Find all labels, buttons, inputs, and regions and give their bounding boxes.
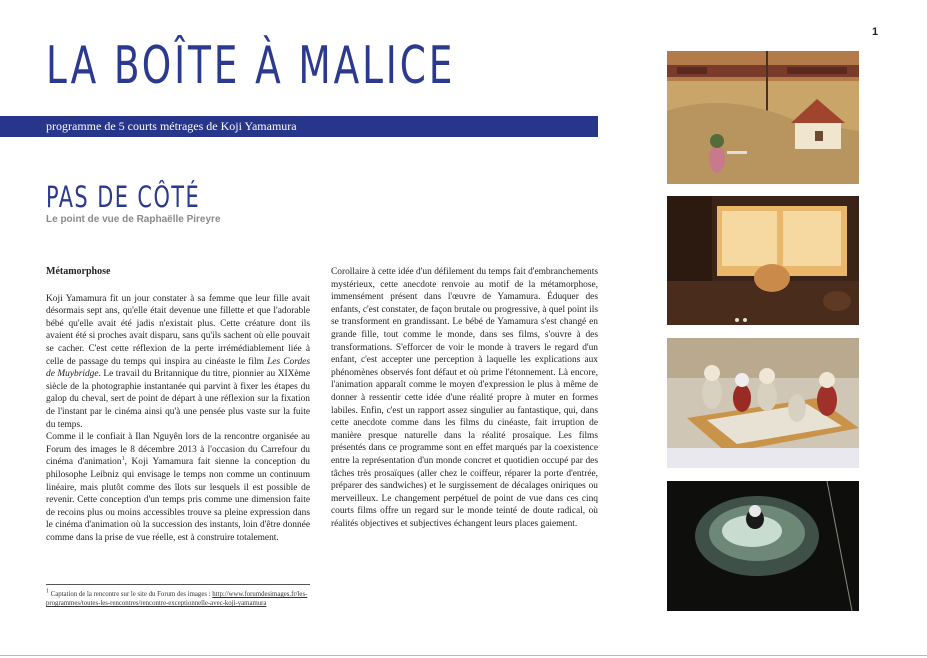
page-bottom-border bbox=[0, 655, 927, 656]
film-still-window-room bbox=[667, 196, 859, 325]
film-still-dark-sheep bbox=[667, 481, 859, 611]
footnote-divider bbox=[46, 584, 310, 585]
section-title: PAS DE CÔTÉ bbox=[46, 180, 201, 214]
column-heading: Métamorphose bbox=[46, 266, 111, 277]
paragraph-3: Corollaire à cette idée d'un défilement du temps fait d'embranchements mystérieux, cette anecdote renvoie au motif de la métamorphose, immensément présent dans l'œuvre de Yamamura. Éduquer des enfants, c'est constater, de façon brutale ou progressive, à quel point ils se transforment en grandissant. Le bébé de Yamamura s'est changé en grande fille, tout comme le monde, dans ses films, s'ouvre à des transformations. S'efforcer de voir le monde à travers le regard d'un enfant, c'est accepter une perception à laquelle les explications aux phénomènes observés font défaut et où prime l'étonnement. Là encore, l'animation apparaît comme le moyen d'expression le plus à même de donner à ressentir cette idée d'une réalité propre à muter en formes labiles. Enfin, c'est un rapport assez singulier au fantastique, qui, dans cette anecdote comme dans les films du cinéaste, fait irruption de manière presque naturelle dans la réalité prosaïque. Les films présentés dans ce programme sont en effet marqués par la coexistence entre la représentation d'un monde concret et quotidien occupé par des tâches très prosaïques (aller chez le coiffeur, réparer la porte d'entrée, préparer des sandwiches) et le surgissement de décalages oniriques ou merveilleux. Le changement perpétuel de point de vue dans ces cinq courts films offre un regard sur le monde teinté de doute radical, où réalités objectives et subjectives échangent leurs places gaiement. bbox=[331, 267, 598, 529]
footnote-link[interactable]: http://www.forumdesimages.fr/les-programmes/toutes-les-rencontres/rencontre-exceptionnelle-avec-koji-yamamura bbox=[46, 591, 308, 607]
text-column-1 bbox=[46, 266, 310, 544]
text-column-2 bbox=[331, 266, 598, 530]
film-title-italic: Les Cordes de Muybridge bbox=[46, 356, 310, 380]
paragraph-1: Koji Yamamura fit un jour constater à sa femme que leur fille avait désormais sept ans, qu'elle était devenue une fillette et que l'adorable bébé qu'elle avait été jadis n'existait plus. Cette créature dont ils avaient été si proches avait disparu, sans qu'ils sachent où elle pouvait se cacher. C'est cette réflexion de la perte irrémédiablement liée à celle de passage du temps qui inspira au cinéaste le film Les Cordes de Muybridge. Le travail du Britannique du titre, pionnier au XIXème siècle de la photographie instantanée qui parvint à fixer les étapes du galop du cheval, sert de point de départ à une réflexion sur la fixation de l'instant par le cinéma ainsi qu'à une pensée plus vaste sur la fuite du temps. bbox=[46, 293, 311, 430]
film-still-figurines-snow bbox=[667, 338, 859, 468]
footnote-ref[interactable]: 1 bbox=[121, 456, 125, 463]
document-title: LA BOÎTE À MALICE bbox=[46, 36, 456, 96]
page-number: 1 bbox=[872, 26, 879, 38]
footnote: $^1$ Captation de la rencontre sur le site du Forum des images : http://www.forumdesimages.fr/les-programmes/toutes-les-rencontres/rencontre-exceptionnelle-avec-koji-yamamura bbox=[46, 588, 308, 607]
subtitle-banner: programme de 5 courts métrages de Koji Yamamura bbox=[0, 116, 598, 137]
byline: Le point de vue de Raphaëlle Pireyre bbox=[46, 214, 221, 225]
film-still-village-train bbox=[667, 51, 859, 184]
paragraph-2: Comme il le confiait à Ilan Nguyên lors de la rencontre organisée au Forum des images le 8 décembre 2013 à l'occasion du Carrefour du cinéma d'animation$^1$, Koji Yamamura fait sienne la conception du philosophe Leibniz qui envisage le temps non comme un continuum linéaire, mais plutôt comme des îlots sur lesquels il est possible de revenir. Cette conception d'un temps pris comme une dimension faite de recoins plus ou moins accessibles trouve sa pleine expression dans le cinéma d'animation où la succession des instants, loin d'être donnée comme dans la prise de vue réelle, est à construire totalement. bbox=[46, 432, 310, 543]
